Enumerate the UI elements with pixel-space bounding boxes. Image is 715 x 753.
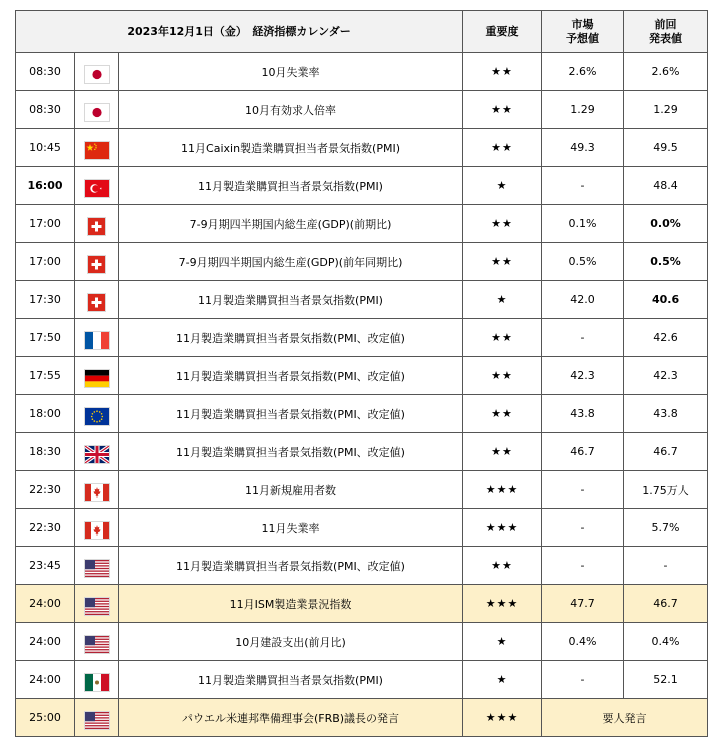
forecast-value: 0.1%: [542, 205, 624, 243]
flag-cell: [75, 53, 119, 91]
table-row: [16, 547, 708, 585]
importance-stars: ★★★: [463, 471, 542, 509]
table-row: [16, 319, 708, 357]
flag-cell: [75, 319, 119, 357]
importance-stars: ★★: [463, 53, 542, 91]
usa-flag-icon: [85, 560, 109, 577]
table-row: [16, 395, 708, 433]
table-row: [16, 167, 708, 205]
previous-value: 40.6: [624, 281, 708, 319]
importance-stars: ★★: [463, 205, 542, 243]
table-row-highlighted: [16, 699, 708, 737]
time-cell: 24:00: [16, 623, 75, 661]
previous-value: 52.1: [624, 661, 708, 699]
previous-value: -: [624, 547, 708, 585]
forecast-value: 0.5%: [542, 243, 624, 281]
indicator-name: 11月Caixin製造業購買担当者景気指数(PMI): [119, 129, 463, 167]
flag-cell: [75, 509, 119, 547]
importance-stars: ★★: [463, 243, 542, 281]
indicator-name: 11月製造業購買担当者景気指数(PMI、改定値): [119, 319, 463, 357]
table-row: [16, 91, 708, 129]
indicator-name: 11月製造業購買担当者景気指数(PMI、改定値): [119, 357, 463, 395]
importance-stars: ★: [463, 661, 542, 699]
switzerland-flag-icon: [88, 256, 105, 273]
importance-stars: ★★: [463, 433, 542, 471]
forecast-header: [542, 11, 624, 53]
importance-header: 重要度: [463, 11, 542, 53]
flag-cell: [75, 357, 119, 395]
table-row: [16, 205, 708, 243]
importance-stars: ★★: [463, 395, 542, 433]
time-cell: 24:00: [16, 661, 75, 699]
forecast-value: -: [542, 167, 624, 205]
economic-calendar-table: [15, 10, 708, 737]
time-cell: 24:00: [16, 585, 75, 623]
time-cell: 17:00: [16, 243, 75, 281]
previous-value: 1.29: [624, 91, 708, 129]
china-flag-icon: [85, 142, 109, 159]
importance-stars: ★: [463, 167, 542, 205]
previous-value: 0.0%: [624, 205, 708, 243]
forecast-header-line1: 市場: [571, 17, 594, 31]
table-row: [16, 281, 708, 319]
flag-cell: [75, 281, 119, 319]
importance-stars: ★★: [463, 129, 542, 167]
table-row: [16, 433, 708, 471]
forecast-value: 0.4%: [542, 623, 624, 661]
calendar-title: 2023年12月1日（金） 経済指標カレンダー: [16, 11, 463, 53]
forecast-value: 43.8: [542, 395, 624, 433]
forecast-value: 2.6%: [542, 53, 624, 91]
previous-header-line1: 前回: [654, 17, 677, 31]
previous-value: 5.7%: [624, 509, 708, 547]
usa-flag-icon: [85, 712, 109, 729]
forecast-value: 42.0: [542, 281, 624, 319]
previous-value: 42.6: [624, 319, 708, 357]
indicator-name: 11月製造業購買担当者景気指数(PMI): [119, 281, 463, 319]
forecast-value: -: [542, 661, 624, 699]
indicator-name: パウエル米連邦準備理事会(FRB)議長の発言: [119, 699, 463, 737]
importance-stars: ★★: [463, 319, 542, 357]
flag-cell: [75, 623, 119, 661]
indicator-name: 7-9月期四半期国内総生産(GDP)(前期比): [119, 205, 463, 243]
previous-value: 46.7: [624, 585, 708, 623]
indicator-name: 11月ISM製造業景況指数: [119, 585, 463, 623]
flag-cell: [75, 433, 119, 471]
time-cell: 17:00: [16, 205, 75, 243]
flag-cell: [75, 547, 119, 585]
previous-value: 48.4: [624, 167, 708, 205]
flag-cell: [75, 699, 119, 737]
germany-flag-icon: [85, 370, 109, 387]
importance-stars: ★★★: [463, 509, 542, 547]
forecast-value: 46.7: [542, 433, 624, 471]
previous-header: [624, 11, 708, 53]
time-cell: 16:00: [16, 167, 75, 205]
table-row: [16, 661, 708, 699]
table-row: [16, 623, 708, 661]
flag-cell: [75, 243, 119, 281]
switzerland-flag-icon: [88, 218, 105, 235]
table-row: [16, 357, 708, 395]
time-cell: 17:30: [16, 281, 75, 319]
canada-flag-icon: [85, 484, 109, 501]
indicator-name: 11月失業率: [119, 509, 463, 547]
uk-flag-icon: [85, 446, 109, 463]
indicator-name: 10月有効求人倍率: [119, 91, 463, 129]
importance-stars: ★★: [463, 91, 542, 129]
table-row: [16, 509, 708, 547]
forecast-value: -: [542, 319, 624, 357]
flag-cell: [75, 661, 119, 699]
eu-flag-icon: [85, 408, 109, 425]
table-row: [16, 471, 708, 509]
japan-flag-icon: [85, 104, 109, 121]
indicator-name: 11月製造業購買担当者景気指数(PMI、改定値): [119, 547, 463, 585]
forecast-value: -: [542, 471, 624, 509]
table-row: [16, 129, 708, 167]
turkey-flag-icon: [85, 180, 109, 197]
previous-value: 0.4%: [624, 623, 708, 661]
flag-cell: [75, 395, 119, 433]
header-row: [16, 11, 708, 53]
usa-flag-icon: [85, 598, 109, 615]
time-cell: 22:30: [16, 471, 75, 509]
previous-value: 46.7: [624, 433, 708, 471]
importance-stars: ★★: [463, 547, 542, 585]
flag-cell: [75, 129, 119, 167]
indicator-name: 10月失業率: [119, 53, 463, 91]
switzerland-flag-icon: [88, 294, 105, 311]
previous-value: 2.6%: [624, 53, 708, 91]
forecast-value: -: [542, 509, 624, 547]
previous-value: 49.5: [624, 129, 708, 167]
flag-cell: [75, 167, 119, 205]
indicator-name: 11月製造業購買担当者景気指数(PMI、改定値): [119, 433, 463, 471]
importance-stars: ★: [463, 281, 542, 319]
time-cell: 23:45: [16, 547, 75, 585]
previous-value: 43.8: [624, 395, 708, 433]
indicator-name: 11月新規雇用者数: [119, 471, 463, 509]
japan-flag-icon: [85, 66, 109, 83]
indicator-name: 11月製造業購買担当者景気指数(PMI): [119, 167, 463, 205]
flag-cell: [75, 205, 119, 243]
indicator-name: 10月建設支出(前月比): [119, 623, 463, 661]
flag-cell: [75, 91, 119, 129]
previous-value: 42.3: [624, 357, 708, 395]
previous-value: 1.75万人: [624, 471, 708, 509]
flag-cell: [75, 585, 119, 623]
flag-cell: [75, 471, 119, 509]
time-cell: 08:30: [16, 91, 75, 129]
table-row: [16, 243, 708, 281]
forecast-header-line2: 予想値: [566, 31, 600, 45]
indicator-name: 11月製造業購買担当者景気指数(PMI): [119, 661, 463, 699]
forecast-value: 1.29: [542, 91, 624, 129]
france-flag-icon: [85, 332, 109, 349]
importance-stars: ★★★: [463, 699, 542, 737]
time-cell: 10:45: [16, 129, 75, 167]
time-cell: 25:00: [16, 699, 75, 737]
forecast-value: 42.3: [542, 357, 624, 395]
canada-flag-icon: [85, 522, 109, 539]
table-row: [16, 53, 708, 91]
importance-stars: ★: [463, 623, 542, 661]
forecast-value: 49.3: [542, 129, 624, 167]
merged-value: 要人発言: [542, 699, 708, 737]
forecast-value: -: [542, 547, 624, 585]
importance-stars: ★★: [463, 357, 542, 395]
importance-stars: ★★★: [463, 585, 542, 623]
previous-header-line2: 発表値: [649, 31, 683, 45]
previous-value: 0.5%: [624, 243, 708, 281]
time-cell: 08:30: [16, 53, 75, 91]
forecast-value: 47.7: [542, 585, 624, 623]
time-cell: 22:30: [16, 509, 75, 547]
time-cell: 18:30: [16, 433, 75, 471]
indicator-name: 7-9月期四半期国内総生産(GDP)(前年同期比): [119, 243, 463, 281]
table-row-highlighted: [16, 585, 708, 623]
mexico-flag-icon: [85, 674, 109, 691]
time-cell: 17:50: [16, 319, 75, 357]
time-cell: 17:55: [16, 357, 75, 395]
usa-flag-icon: [85, 636, 109, 653]
indicator-name: 11月製造業購買担当者景気指数(PMI、改定値): [119, 395, 463, 433]
time-cell: 18:00: [16, 395, 75, 433]
